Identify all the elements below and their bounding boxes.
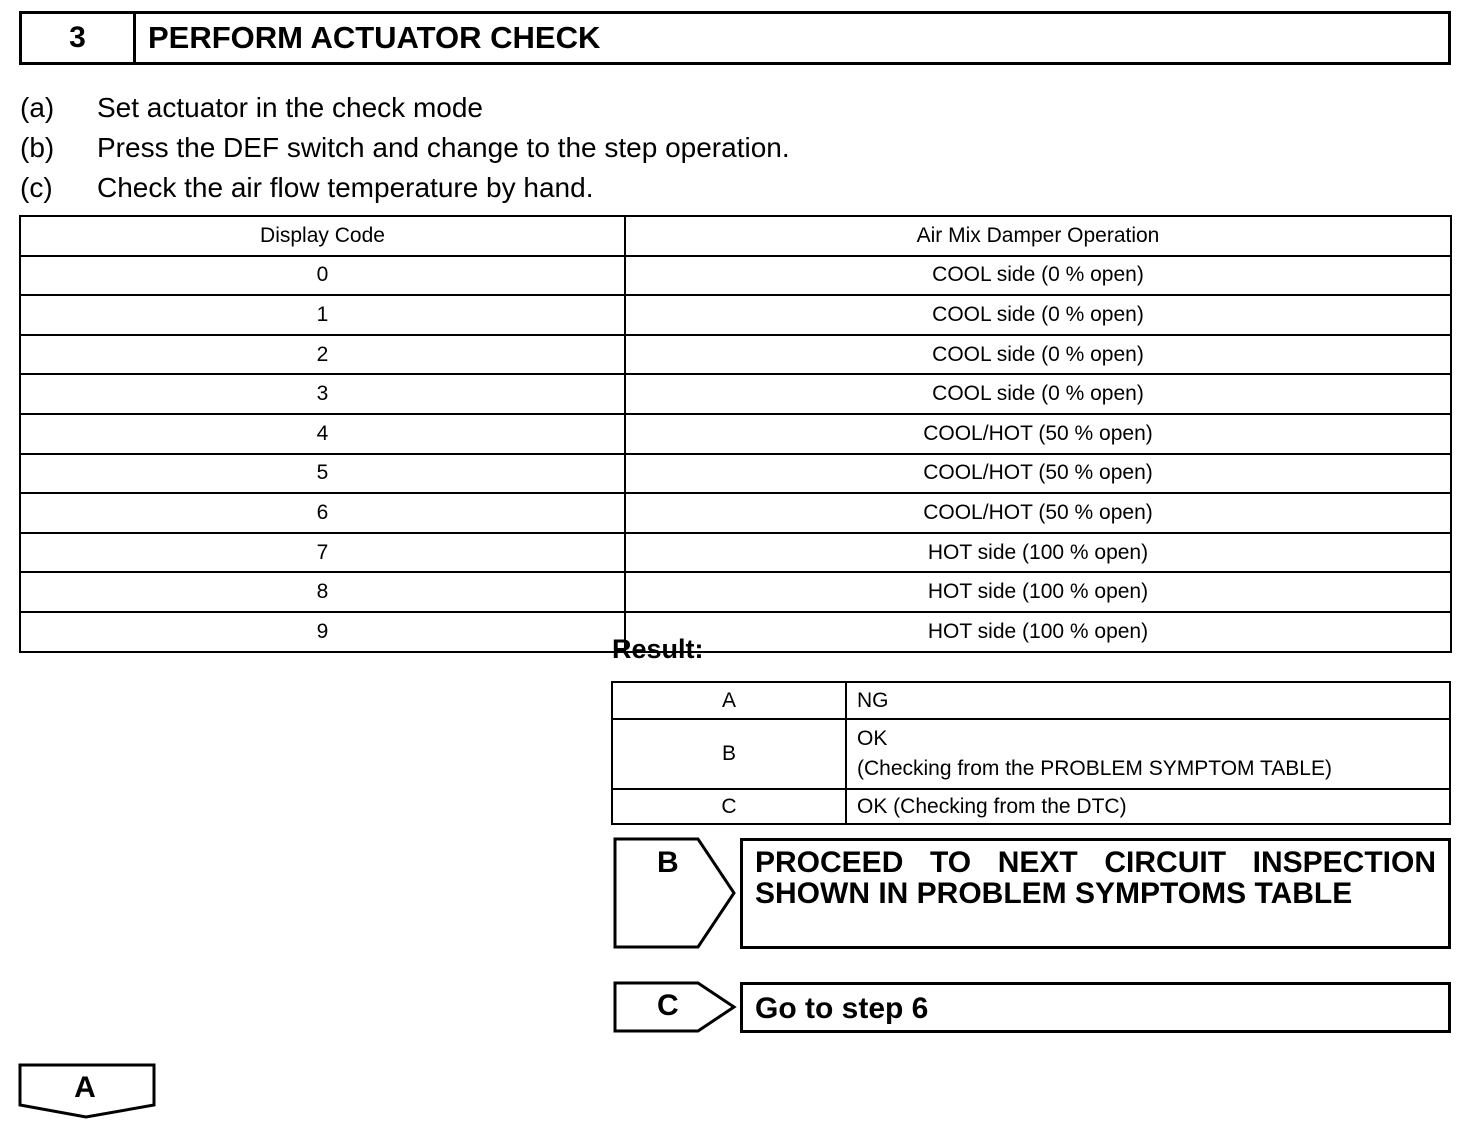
instruction-text: Check the air flow temperature by hand.	[97, 172, 594, 203]
result-value-text: OK (Checking from the DTC)	[857, 794, 1127, 818]
table-row	[20, 493, 1451, 533]
table-row	[20, 572, 1451, 612]
damper-operation-cell: COOL side (0 % open)	[625, 295, 1451, 335]
instruction-b	[20, 128, 790, 168]
table-row	[20, 454, 1451, 494]
branch-b-instruction	[740, 838, 1451, 949]
display-code-cell: 8	[20, 572, 625, 612]
result-value	[846, 682, 1450, 719]
branch-c-arrow	[612, 980, 738, 1034]
branch-c-label: C	[657, 989, 679, 1022]
result-key: A	[612, 682, 846, 719]
table-row	[20, 256, 1451, 296]
instruction-a	[20, 88, 483, 128]
result-key: B	[612, 719, 846, 789]
step-header	[19, 11, 1451, 65]
display-code-cell: 0	[20, 256, 625, 296]
instruction-letter: (a)	[20, 92, 55, 123]
table-header-row	[20, 216, 1451, 256]
display-code-cell: 5	[20, 454, 625, 494]
display-code-cell: 2	[20, 335, 625, 375]
result-value-note: (Checking from the PROBLEM SYMPTOM TABLE)	[857, 757, 1332, 780]
step-title: PERFORM ACTUATOR CHECK	[148, 20, 601, 55]
branch-a-arrow	[18, 1063, 156, 1121]
damper-operation-cell: COOL/HOT (50 % open)	[625, 493, 1451, 533]
damper-operation-cell: COOL/HOT (50 % open)	[625, 454, 1451, 494]
result-value	[846, 719, 1450, 789]
display-code-cell: 3	[20, 374, 625, 414]
result-value-text: OK	[857, 727, 888, 750]
result-value-text: NG	[857, 688, 889, 712]
instruction-c	[20, 168, 593, 208]
result-table	[611, 681, 1451, 825]
display-code-cell: 7	[20, 533, 625, 573]
result-title: Result:	[612, 634, 704, 664]
table-row	[20, 335, 1451, 375]
result-value	[846, 789, 1450, 824]
instruction-letter: (b)	[20, 132, 55, 163]
damper-operation-cell: HOT side (100 % open)	[625, 572, 1451, 612]
column-header-damper-operation: Air Mix Damper Operation	[625, 216, 1451, 256]
result-key: C	[612, 789, 846, 824]
branch-b-arrow	[612, 836, 738, 950]
branch-b-label: B	[657, 846, 679, 879]
table-row	[20, 533, 1451, 573]
branch-b-line1: PROCEED TO NEXT CIRCUIT INSPECTION	[755, 846, 1436, 879]
display-code-cell: 9	[20, 612, 625, 652]
display-code-cell: 4	[20, 414, 625, 454]
table-row	[20, 374, 1451, 414]
display-code-cell: 6	[20, 493, 625, 533]
step-number: 3	[22, 14, 136, 62]
table-row	[20, 612, 1451, 652]
branch-c-instruction: Go to step 6	[740, 982, 1451, 1033]
table-row	[20, 295, 1451, 335]
result-row-c	[612, 789, 1450, 824]
damper-operation-cell: COOL/HOT (50 % open)	[625, 414, 1451, 454]
damper-operation-cell: COOL side (0 % open)	[625, 256, 1451, 296]
branch-b-line2: SHOWN IN PROBLEM SYMPTOMS TABLE	[755, 877, 1353, 910]
branch-a-label: A	[74, 1071, 96, 1104]
result-row-b	[612, 719, 1450, 789]
result-row-a	[612, 682, 1450, 719]
damper-operation-cell: COOL side (0 % open)	[625, 374, 1451, 414]
damper-operation-cell: HOT side (100 % open)	[625, 612, 1451, 652]
display-code-cell: 1	[20, 295, 625, 335]
damper-operation-table	[19, 215, 1452, 653]
damper-operation-cell: HOT side (100 % open)	[625, 533, 1451, 573]
table-row	[20, 414, 1451, 454]
damper-operation-cell: COOL side (0 % open)	[625, 335, 1451, 375]
instruction-text: Set actuator in the check mode	[97, 92, 483, 123]
instruction-letter: (c)	[20, 172, 53, 203]
instruction-text: Press the DEF switch and change to the step operation.	[97, 132, 790, 163]
column-header-display-code: Display Code	[20, 216, 625, 256]
